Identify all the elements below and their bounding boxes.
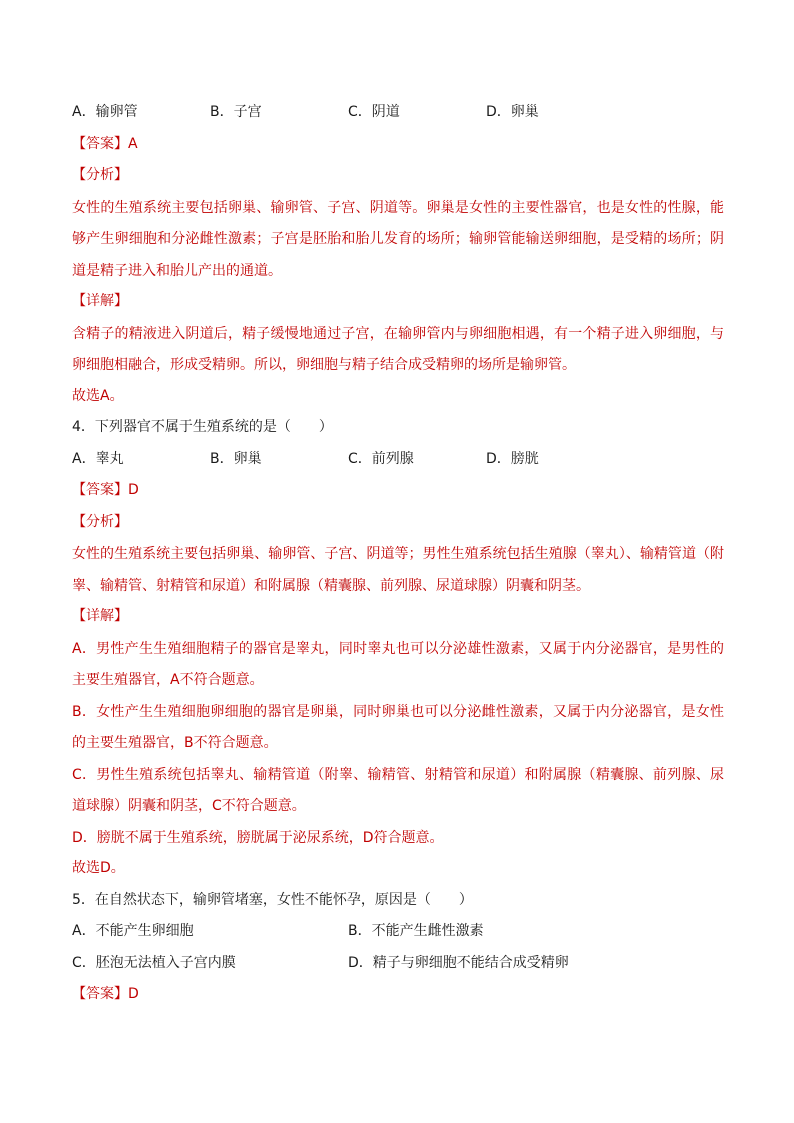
q5-option-b: B．不能产生雌性激素: [348, 923, 484, 939]
q4-analysis-tag: 【分析】: [72, 513, 128, 530]
q4-answer: [72, 476, 724, 508]
q4-detail-b: B．女性产生生殖细胞卵细胞的器官是卵巢，同时卵巢也可以分泌雌性激素，又属于内分泌器官，是女性的主要生殖器官，B不符合题意。: [72, 703, 724, 751]
q3-option-c: C．阴道: [348, 104, 400, 120]
q3-option-d: D．卵巢: [486, 104, 539, 120]
q3-analysis-text: 女性的生殖系统主要包括卵巢、输卵管、子宫、阴道等。卵巢是女性的主要性器官，也是女性的性腺，能够产生卵细胞和分泌雌性激素；子宫是胚胎和胎儿发育的场所；输卵管能输送卵细胞，是受精的场所；阴道是精子进入和胎儿产出的通道。: [72, 199, 724, 279]
q3-answer-tag: 【答案】: [72, 135, 128, 152]
q4-conclusion: 故选D。: [72, 860, 125, 876]
q5-option-a: A．不能产生卵细胞: [72, 923, 194, 939]
q3-option-b: B．子宫: [210, 104, 262, 120]
q5-answer-tag: 【答案】: [72, 986, 128, 1002]
q4-detail-c: C．男性生殖系统包括睾丸、输精管道（附睾、输精管、射精管和尿道）和附属腺（精囊腺、前列腺、尿道球腺）阴囊和阴茎，C不符合题意。: [72, 766, 724, 814]
q4-answer-tag: 【答案】: [72, 482, 128, 498]
q3-option-a: A．输卵管: [72, 104, 138, 120]
q5-answer-value: D: [128, 986, 139, 1002]
q5-option-d: D．精子与卵细胞不能结合成受精卵: [348, 954, 569, 971]
q4-detail-a: A．男性产生生殖细胞精子的器官是睾丸，同时睾丸也可以分泌雄性激素，又属于内分泌器官，是男性的主要生殖器官，A不符合题意。: [72, 640, 724, 688]
q4-option-d: D．膀胱: [486, 450, 539, 467]
q4-option-b: B．卵巢: [210, 450, 262, 467]
q4-option-a: A．睾丸: [72, 450, 124, 467]
document-page: [72, 98, 724, 1012]
q3-analysis-tag: 【分析】: [72, 167, 128, 183]
q4-analysis-text: 女性的生殖系统主要包括卵巢、输卵管、子宫、阴道等；男性生殖系统包括生殖腺（睾丸）、输精管道（附睾、输精管、射精管和尿道）和附属腺（精囊腺、前列腺、尿道球腺）阴囊和阴茎。: [72, 546, 724, 594]
q3-answer: [72, 130, 724, 162]
q4-answer-value: D: [128, 482, 139, 498]
q5-stem: 5．在自然状态下，输卵管堵塞，女性不能怀孕，原因是（ ）: [72, 891, 473, 908]
q3-answer-value: A: [128, 135, 138, 152]
q5-options-row-1: [72, 917, 724, 949]
q5-options-row-2: [72, 949, 724, 981]
q4-stem: 4．下列器官不属于生殖系统的是（ ）: [72, 419, 333, 435]
q4-option-c: C．前列腺: [348, 450, 414, 467]
q5-answer: [72, 980, 724, 1012]
q3-detail-tag: 【详解】: [72, 293, 128, 309]
q4-options: [72, 445, 724, 477]
q3-options: [72, 98, 724, 130]
q4-detail-d: D．膀胱不属于生殖系统，膀胱属于泌尿系统，D符合题意。: [72, 829, 444, 846]
q3-detail-text: 含精子的精液进入阴道后，精子缓慢地通过子宫，在输卵管内与卵细胞相遇，有一个精子进入卵细胞，与卵细胞相融合，形成受精卵。所以，卵细胞与精子结合成受精卵的场所是输卵管。: [72, 325, 724, 373]
q3-conclusion: 故选A。: [72, 387, 124, 404]
q5-option-c: C．胚泡无法植入子宫内膜: [72, 954, 236, 971]
q4-detail-tag: 【详解】: [72, 608, 128, 624]
